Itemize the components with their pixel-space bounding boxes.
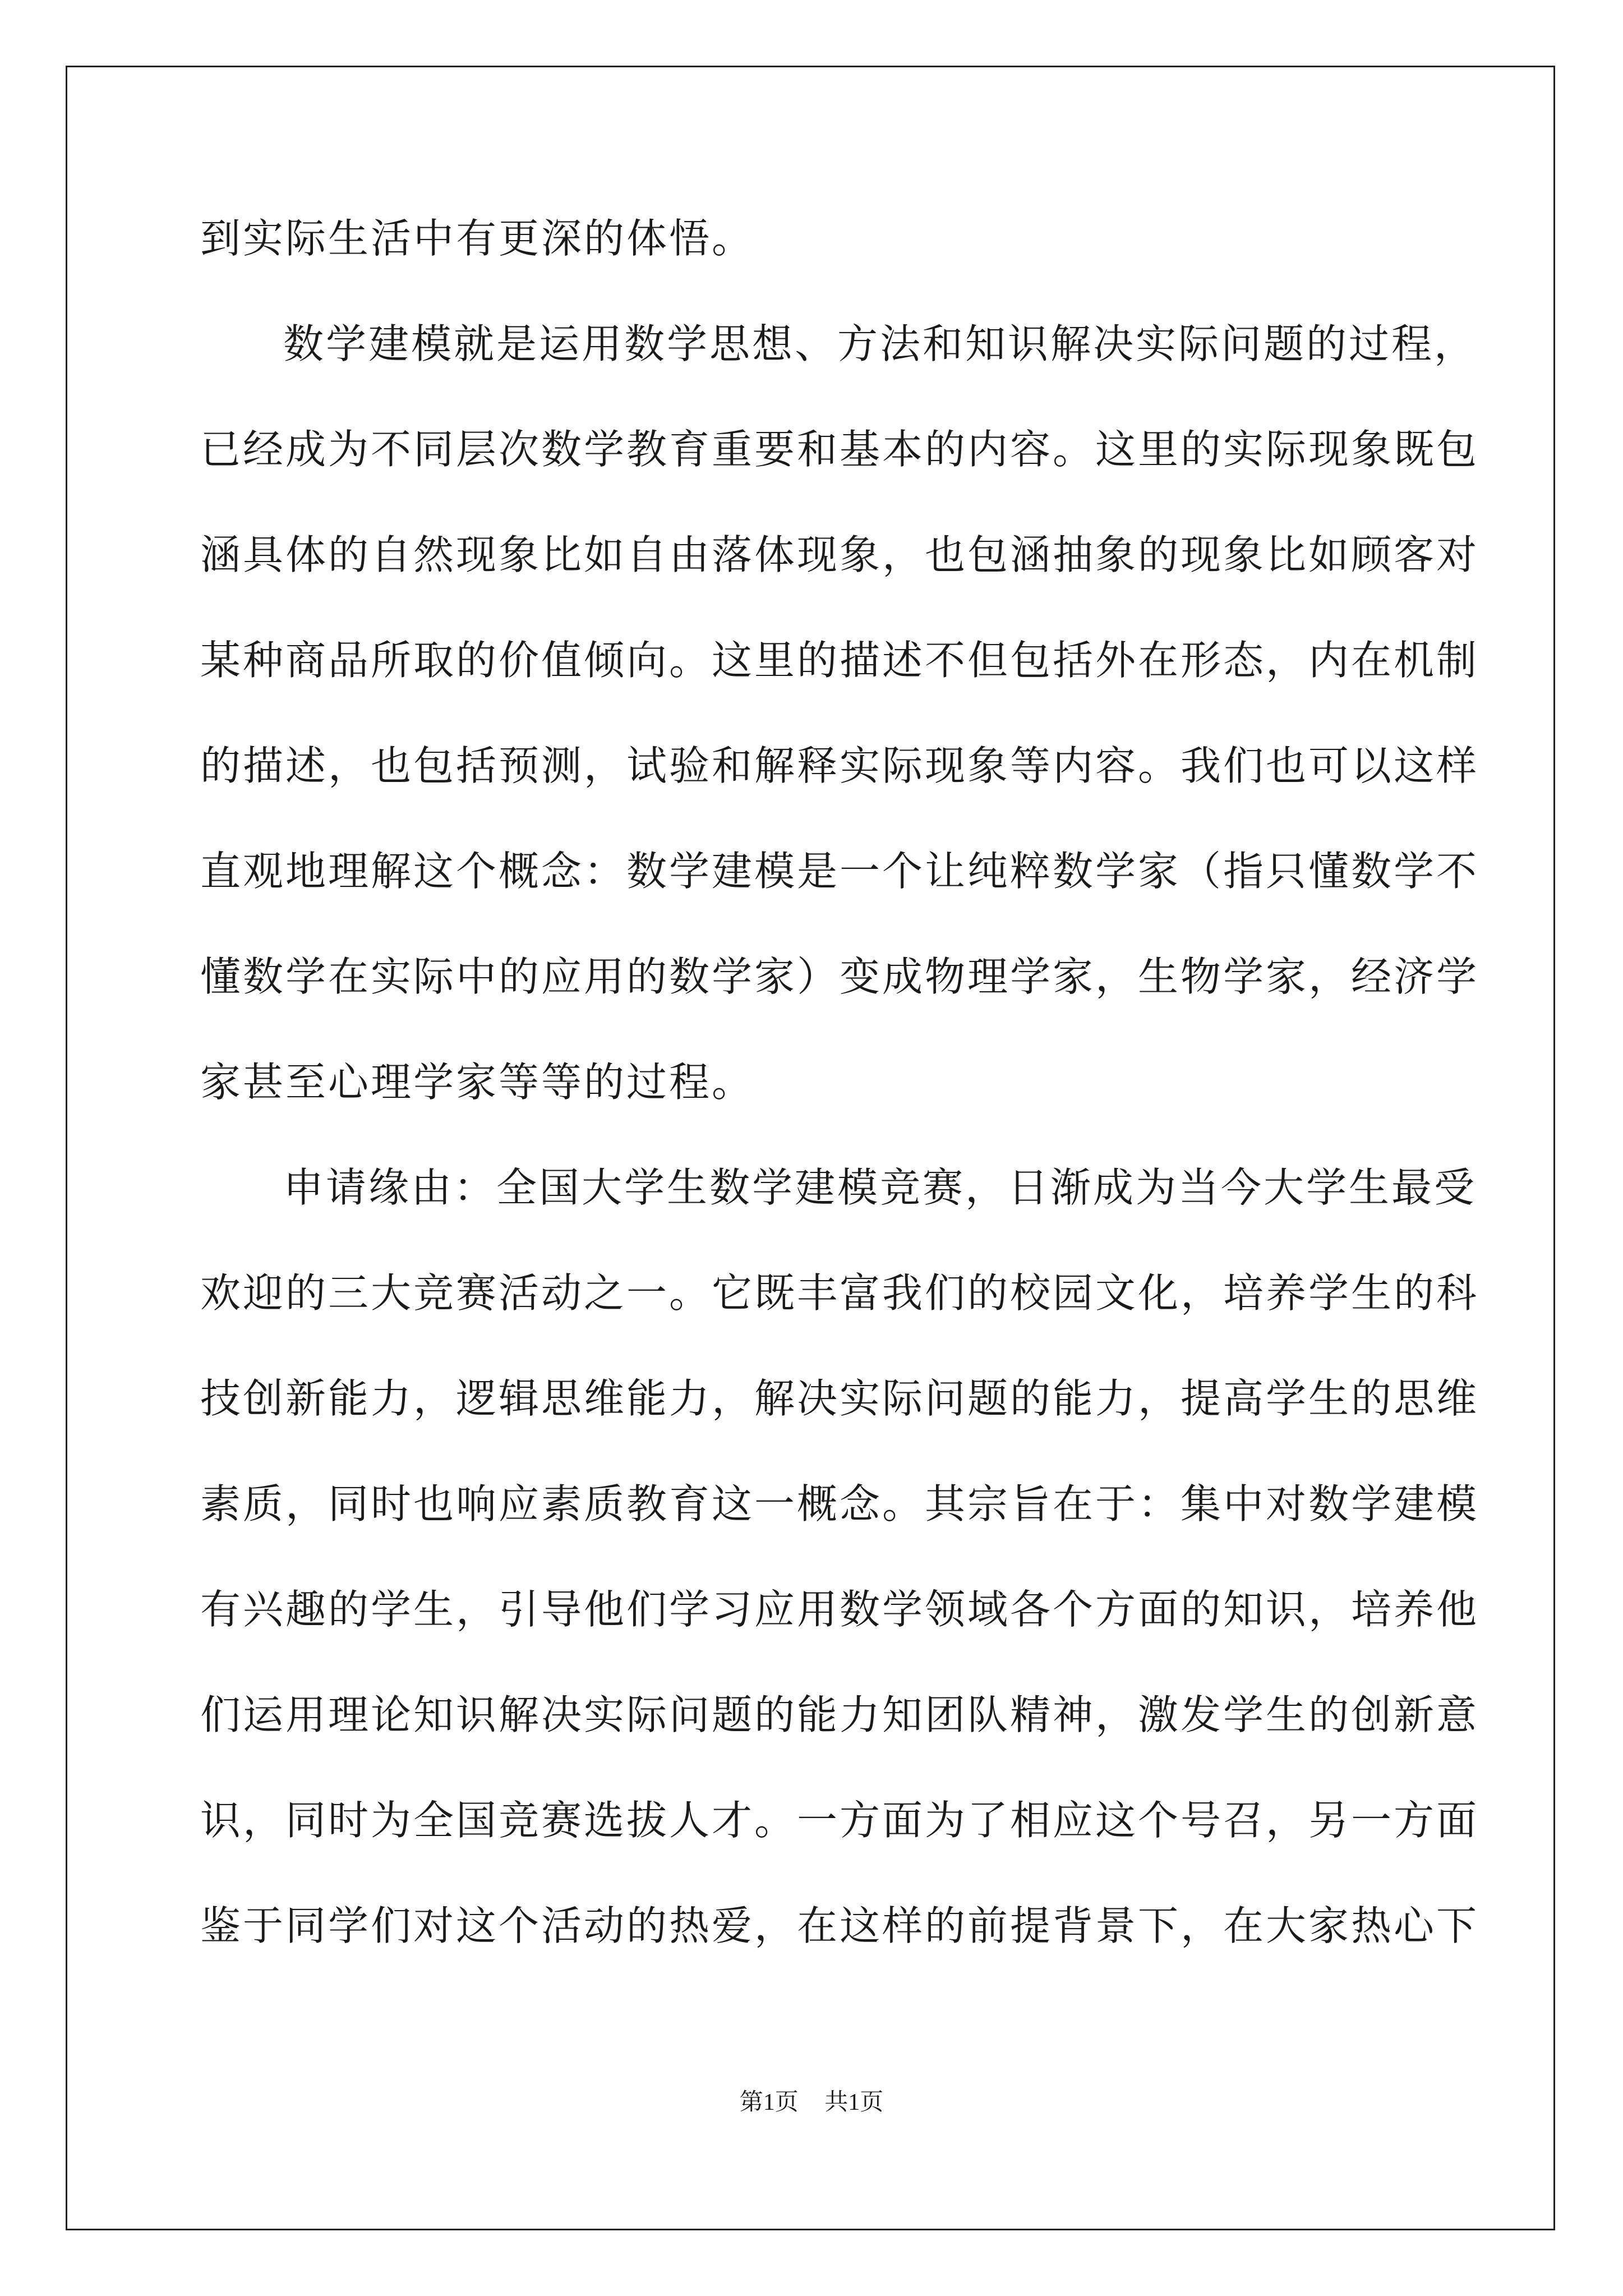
text-line: 直观地理解这个概念：数学建模是一个让纯粹数学家（指只懂数学不: [200, 848, 1479, 895]
text-line: 有兴趣的学生，引导他们学习应用数学领域各个方面的知识，培养他: [200, 1586, 1479, 1633]
text-line: 们运用理论知识解决实际问题的能力知团队精神，激发学生的创新意: [200, 1691, 1479, 1738]
text-line: 已经成为不同层次数学教育重要和基本的内容。这里的实际现象既包: [200, 426, 1479, 473]
text-line: 涵具体的自然现象比如自由落体现象，也包涵抽象的现象比如顾客对: [200, 531, 1479, 578]
text-line: 欢迎的三大竞赛活动之一。它既丰富我们的校园文化，培养学生的科: [200, 1269, 1479, 1317]
page-total: 共1页: [824, 2090, 884, 2115]
text-line: 鉴于同学们对这个活动的热爱，在这样的前提背景下，在大家热心下: [200, 1902, 1479, 1949]
paragraph-start-line: 申请缘由：全国大学生数学建模竞赛，日渐成为当今大学生最受: [283, 1164, 1477, 1211]
text-line: 懂数学在实际中的应用的数学家）变成物理学家，生物学家，经济学: [200, 953, 1479, 1000]
text-line: 某种商品所取的价值倾向。这里的描述不但包括外在形态，内在机制: [200, 637, 1479, 684]
text-line: 技创新能力，逻辑思维能力，解决实际问题的能力，提高学生的思维: [200, 1375, 1479, 1422]
page-footer: [0, 2086, 1623, 2119]
document-body: [200, 210, 1479, 2003]
text-line: 到实际生活中有更深的体悟。: [200, 215, 755, 262]
text-line: 素质，同时也响应素质教育这一概念。其宗旨在于：集中对数学建模: [200, 1480, 1479, 1527]
text-line: 的描述，也包括预测，试验和解释实际现象等内容。我们也可以这样: [200, 742, 1479, 789]
text-line: 识，同时为全国竞赛选拔人才。一方面为了相应这个号召，另一方面: [200, 1797, 1479, 1844]
page-number: 第1页: [739, 2090, 799, 2115]
text-line: 家甚至心理学家等等的过程。: [200, 1059, 755, 1106]
paragraph-start-line: 数学建模就是运用数学思想、方法和知识解决实际问题的过程，: [283, 320, 1477, 367]
